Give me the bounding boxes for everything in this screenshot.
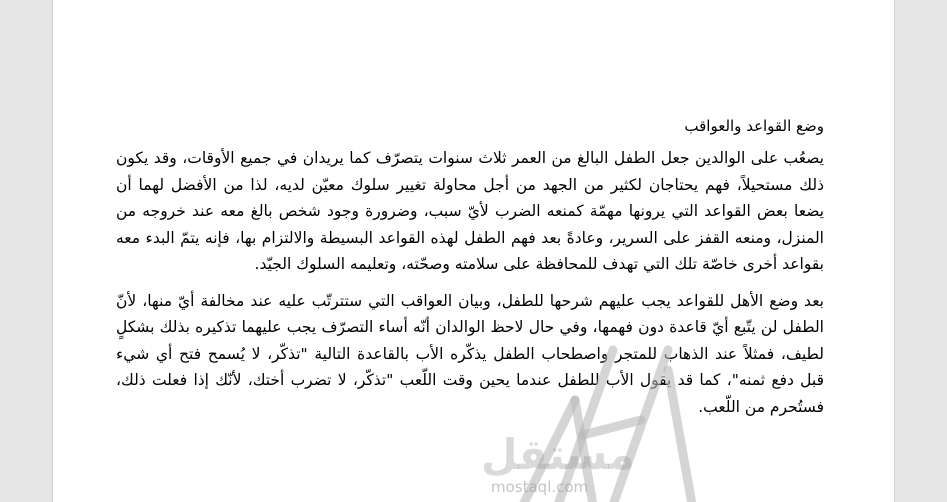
document-heading: وضع القواعد والعواقب [684,117,824,135]
document-page [52,0,895,502]
paragraph-1: يصعُب على الوالدين جعل الطفل البالغ من العمر ثلاث سنوات يتصرّف كما يريدان في جميع الأوقات، وقد يكون ذلك مستحيلاً، فهم يحتاجان لكثير من الجهد من أجل محاولة تغيير سلوك معيّن لديه، لذا من الأفضل لهما أن يضعا بعض القواعد التي يرونها مهمّة كمنعه الضرب لأيّ سبب، وضرورة وجود شخص بالغ معه عند خروجه من المنزل، ومنعه القفز على السرير، وعادةً بعد فهم الطفل لهذه القواعد البسيطة والالتزام بها، فإنه يتمّ البدء معه بقواعد أخرى خاصّة تلك التي تهدف للمحافظة على سلامته وصحّته، وتعليمه السلوك الجيّد. [116,149,824,273]
brand-watermark: مستقل [481,430,635,479]
domain-watermark: mostaql.com [491,478,589,496]
paragraph-2: بعد وضع الأهل للقواعد يجب عليهم شرحها للطفل، وبيان العواقب التي ستترتّب عليه عند مخالفة أيّ منها، لأنّ الطفل لن يتّبع أيّ قاعدة دون فهمها، وفي حال لاحظ الوالدان أنّه أساء التصرّف يجب عليهما تذكيره بذلك بشكلٍ لطيف، فمثلاً عند الذهاب للمتجر واصطحاب الطفل يذكّره الأب بالقاعدة التالية "تذكّر، لا يُسمح فتح أي شيء قبل دفع ثمنه"، كما قد يقول الأب للطفل عندما يحين وقت اللّعب "تذكّر، لا تضرب أختك، لأنّك إذا فعلت ذلك، فستُحرم من اللّعب. [116,291,824,416]
document-body [116,115,824,430]
